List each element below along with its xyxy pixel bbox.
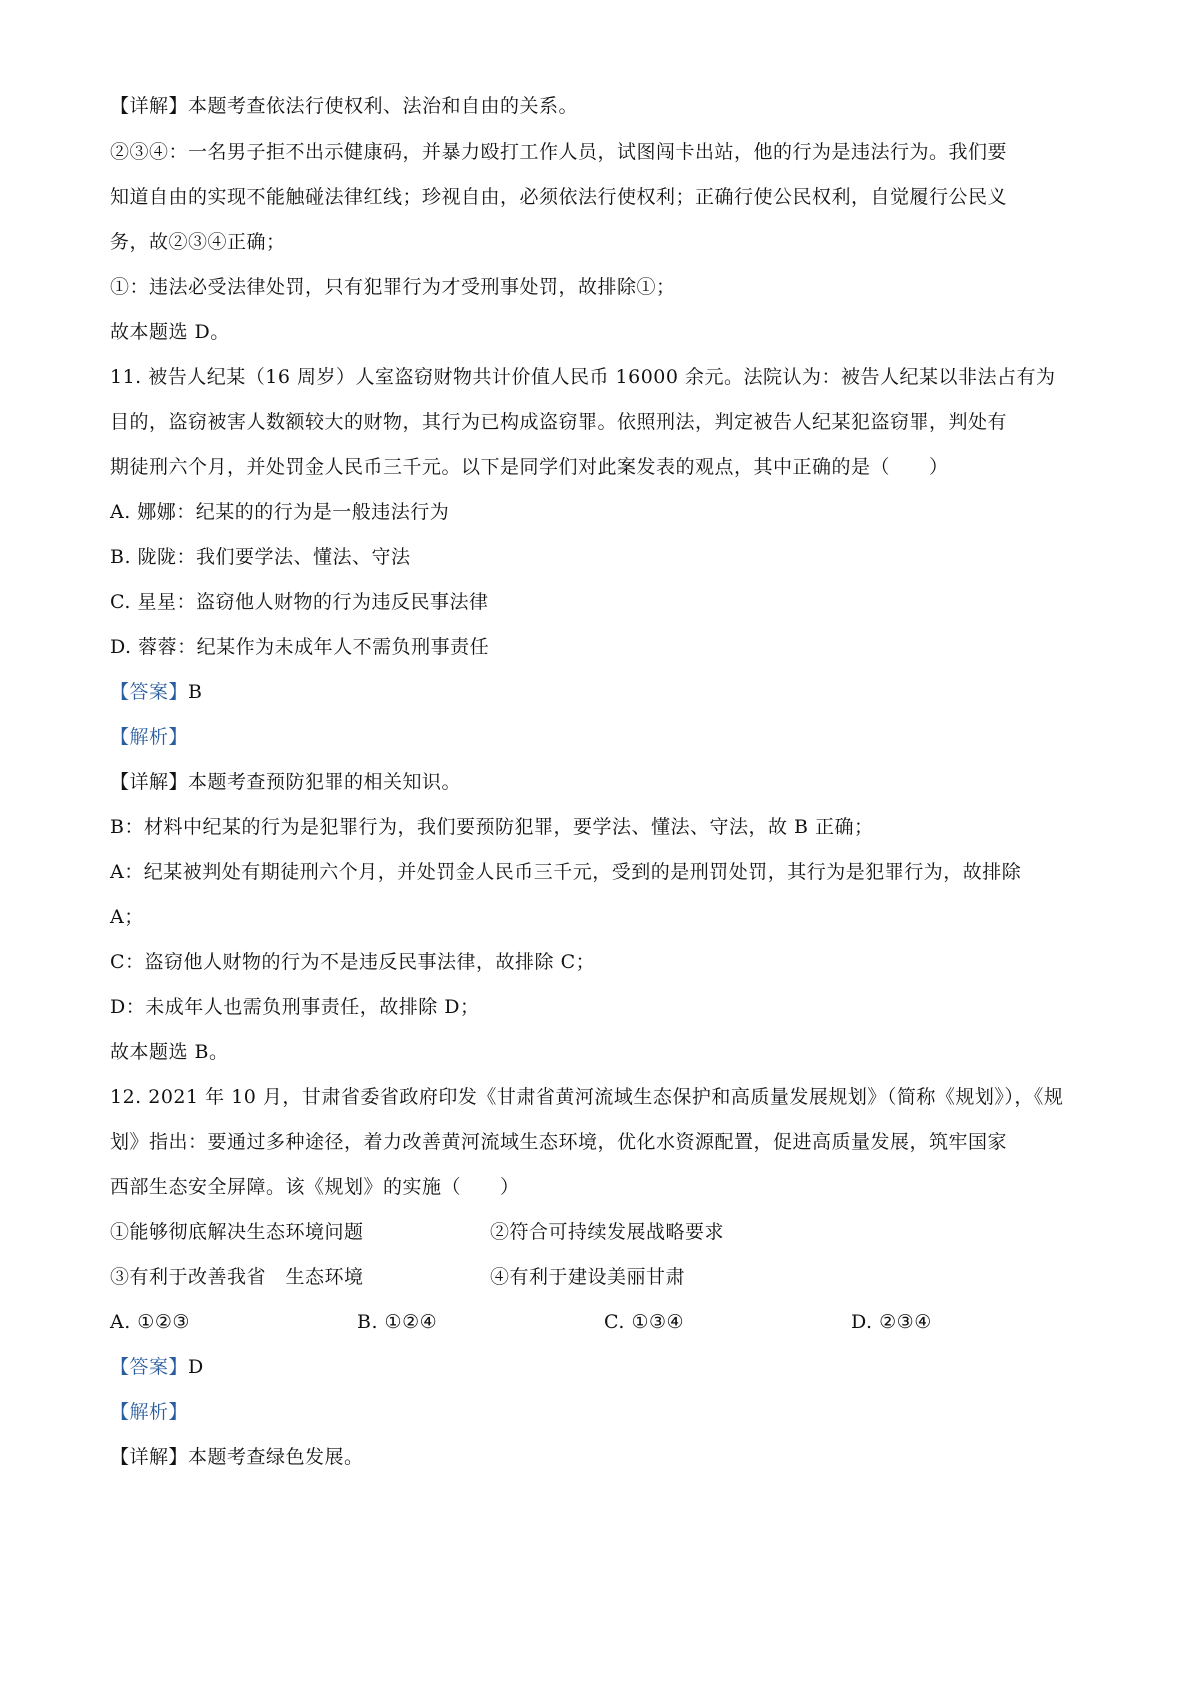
q11-explain-a-line-2: A； [110,906,144,928]
q11-stem-line-2: 目的，盗窃被害人数额较大的财物，其行为已构成盗窃罪。依照刑法，判定被告人纪某犯盗窃罪，判处有 [110,411,1008,433]
q12-item-3: ③有利于改善我省 生态环境 [110,1266,364,1288]
q12-item-4: ④有利于建设美丽甘肃 [490,1266,686,1288]
q12-item-2: ②符合可持续发展战略要求 [490,1221,725,1243]
q12-stem-line-3: 西部生态安全屏障。该《规划》的实施（ ） [110,1176,520,1198]
q11-detail: 【详解】本题考查预防犯罪的相关知识。 [110,771,462,793]
q12-option-b: B. ①②④ [357,1311,438,1333]
q11-option-a: A. 娜娜：纪某的的行为是一般违法行为 [110,501,450,523]
q10-exclude-1: ①：违法必受法律处罚，只有犯罪行为才受刑事处罚，故排除①； [110,276,676,298]
q11-option-d: D. 蓉蓉：纪某作为未成年人不需负刑事责任 [110,636,490,658]
q11-answer-tag: 【答案】 [110,681,189,703]
q11-conclusion: 故本题选 B。 [110,1041,229,1063]
q11-explain-c: C：盗窃他人财物的行为不是违反民事法律，故排除 C； [110,951,596,973]
q11-stem-line-3: 期徒刑六个月，并处罚金人民币三千元。以下是同学们对此案发表的观点，其中正确的是（ ） [110,456,949,478]
q12-analysis-tag: 【解析】 [110,1401,189,1423]
q12-item-1: ①能够彻底解决生态环境问题 [110,1221,364,1243]
q12-answer: D [188,1356,204,1378]
q10-conclusion: 故本题选 D。 [110,321,230,343]
q10-analysis-line-2: 知道自由的实现不能触碰法律红线；珍视自由，必须依法行使权利；正确行使公民权利，自觉履行公民义 [110,186,1008,208]
q10-analysis-line-3: 务，故②③④正确； [110,231,286,253]
q11-answer: B [188,681,203,703]
q11-analysis-tag: 【解析】 [110,726,189,748]
q12-stem-line-1: 12. 2021 年 10 月，甘肃省委省政府印发《甘肃省黄河流域生态保护和高质量发展规划》（简称《规划》），《规 [110,1086,1064,1108]
q11-stem-line-1: 11. 被告人纪某（16 周岁）人室盗窃财物共计价值人民币 16000 余元。法院认为：被告人纪某以非法占有为 [110,366,1056,388]
q11-explain-a-line-1: A：纪某被判处有期徒刑六个月，并处罚金人民币三千元，受到的是刑罚处罚，其行为是犯罪行为，故排除 [110,861,1022,883]
q10-analysis-line-1: ②③④：一名男子拒不出示健康码，并暴力殴打工作人员，试图闯卡出站，他的行为是违法行为。我们要 [110,141,1008,163]
q10-detail: 【详解】本题考查依法行使权利、法治和自由的关系。 [110,95,579,117]
q11-explain-b: B：材料中纪某的行为是犯罪行为，我们要预防犯罪，要学法、懂法、守法，故 B 正确； [110,816,874,838]
q12-option-d: D. ②③④ [851,1311,932,1333]
q12-detail: 【详解】本题考查绿色发展。 [110,1446,364,1468]
q11-answer-line [110,678,1100,706]
q12-answer-tag: 【答案】 [110,1356,189,1378]
q11-option-b: B. 陇陇：我们要学法、懂法、守法 [110,546,411,568]
q12-answer-line [110,1353,1100,1381]
q12-stem-line-2: 划》指出：要通过多种途径，着力改善黄河流域生态环境，优化水资源配置，促进高质量发展，筑牢国家 [110,1131,1008,1153]
q12-option-a: A. ①②③ [110,1311,190,1333]
q11-option-c: C. 星星：盗窃他人财物的行为违反民事法律 [110,591,489,613]
q12-option-c: C. ①③④ [604,1311,685,1333]
q11-explain-d: D：未成年人也需负刑事责任，故排除 D； [110,996,480,1018]
